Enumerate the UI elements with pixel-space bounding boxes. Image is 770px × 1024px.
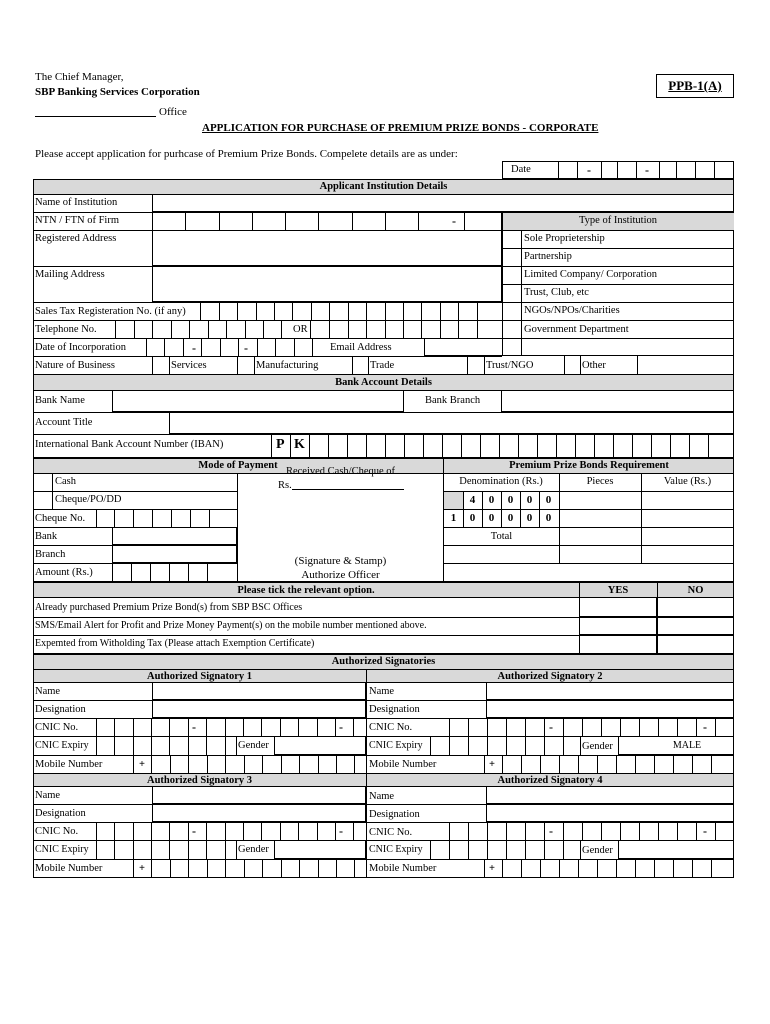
email-input[interactable] bbox=[424, 338, 734, 356]
denom-2-digit-3: 0 bbox=[488, 512, 495, 524]
signatory-4-cnic-expiry-label: CNIC Expiry bbox=[369, 844, 423, 855]
denom-2-digit-5: 0 bbox=[526, 512, 533, 524]
nature-option-manufacturing[interactable]: Manufacturing bbox=[256, 360, 319, 371]
type-option-limited[interactable]: Limited Company/ Corporation bbox=[524, 269, 657, 280]
telephone-label: Telephone No. bbox=[35, 324, 97, 335]
signatory-4-designation-input[interactable] bbox=[486, 804, 734, 822]
signatory-3-cnic-boxes[interactable] bbox=[96, 822, 366, 840]
form-code: PPB-1(A) bbox=[668, 78, 722, 93]
yes-checkbox-3[interactable] bbox=[579, 635, 657, 654]
date-dash-2: - bbox=[645, 163, 649, 177]
recipient-text: The Chief Manager, bbox=[35, 71, 124, 83]
yes-header: YES bbox=[607, 585, 629, 596]
payment-branch-label: Branch bbox=[35, 549, 66, 560]
signatory-1-name-input[interactable] bbox=[152, 682, 366, 700]
ntn-dash: - bbox=[452, 214, 456, 228]
signatory-2-mobile-label: Mobile Number bbox=[369, 759, 437, 770]
signatory-2-title: Authorized Signatory 2 bbox=[497, 671, 603, 682]
options-section-title: Please tick the relevant option. bbox=[237, 585, 375, 596]
signatory-1-designation-input[interactable] bbox=[152, 700, 366, 718]
value-header: Value (Rs.) bbox=[663, 476, 712, 487]
institution-name-label: Name of Institution bbox=[35, 197, 118, 208]
iban-prefix-p: P bbox=[276, 437, 285, 452]
bank-branch-input[interactable] bbox=[501, 390, 734, 412]
signatory-2-cnic-boxes[interactable] bbox=[449, 718, 734, 736]
signatory-1-title: Authorized Signatory 1 bbox=[147, 671, 252, 682]
organization-name: SBP Banking Services Corporation bbox=[35, 86, 200, 98]
payment-section-title: Mode of Payment bbox=[198, 460, 278, 471]
no-checkbox-1[interactable] bbox=[657, 597, 734, 617]
signatory-3-designation-input[interactable] bbox=[152, 804, 366, 822]
denom-1-digit-4: 0 bbox=[507, 494, 514, 506]
signatory-3-name-label: Name bbox=[35, 790, 61, 801]
signatory-2-name-input[interactable] bbox=[486, 682, 734, 700]
signatory-4-gender-input[interactable] bbox=[618, 840, 734, 859]
requirement-section-title: Premium Prize Bonds Requirement bbox=[509, 460, 669, 471]
mailing-address-label: Mailing Address bbox=[35, 269, 105, 280]
sales-tax-label: Sales Tax Registeration No. (if any) bbox=[35, 306, 186, 317]
incorporation-date-label: Date of Incorporation bbox=[35, 342, 126, 353]
signatory-1-mobile-label: Mobile Number bbox=[35, 759, 103, 770]
nature-option-other[interactable]: Other bbox=[582, 360, 606, 371]
no-checkbox-2[interactable] bbox=[657, 617, 734, 635]
signatory-2-plus: + bbox=[489, 759, 495, 770]
signatory-4-mobile-boxes[interactable] bbox=[484, 859, 734, 878]
date-dash-1: - bbox=[587, 163, 591, 177]
registered-address-input[interactable] bbox=[152, 230, 502, 266]
no-checkbox-3[interactable] bbox=[657, 635, 734, 654]
denom-2-digit-4: 0 bbox=[507, 512, 514, 524]
option-tax-exempt: Expemted from Witholding Tax (Please attach Exemption Certificate) bbox=[35, 638, 315, 649]
signatory-3-name-input[interactable] bbox=[152, 786, 366, 804]
type-option-ngo[interactable]: NGOs/NPOs/Charities bbox=[524, 305, 620, 316]
signatory-1-cnic-label: CNIC No. bbox=[35, 722, 79, 733]
bank-branch-label: Bank Branch bbox=[425, 395, 481, 406]
signatory-1-expiry-boxes[interactable] bbox=[96, 736, 236, 755]
signatory-3-title: Authorized Signatory 3 bbox=[147, 775, 252, 786]
signatory-4-title: Authorized Signatory 4 bbox=[497, 775, 603, 786]
total-label: Total bbox=[490, 531, 513, 542]
no-header: NO bbox=[687, 585, 704, 596]
signatory-2-gender-value: MALE bbox=[672, 740, 702, 751]
nature-option-services[interactable]: Services bbox=[171, 360, 207, 371]
applicant-section-title: Applicant Institution Details bbox=[319, 181, 448, 192]
signatory-4-gender-label: Gender bbox=[582, 845, 613, 856]
page-title: APPLICATION FOR PURCHASE OF PREMIUM PRIZE BONDS - CORPORATE bbox=[202, 122, 599, 134]
type-option-trust[interactable]: Trust, Club, etc bbox=[524, 287, 589, 298]
signatory-4-cnic-dash-2: - bbox=[703, 824, 707, 838]
type-option-government[interactable]: Government Department bbox=[524, 324, 629, 335]
signatory-1-cnic-dash-1: - bbox=[192, 720, 196, 734]
institution-type-title: Type of Institution bbox=[578, 215, 657, 226]
received-cash-text: Received Cash/Cheque of bbox=[285, 466, 396, 477]
signatory-2-designation-label: Designation bbox=[369, 704, 420, 715]
incorp-dash-1: - bbox=[192, 341, 196, 355]
signatory-1-cnic-boxes[interactable] bbox=[96, 718, 366, 736]
nature-option-trade[interactable]: Trade bbox=[370, 360, 395, 371]
signatory-1-cnic-dash-2: - bbox=[339, 720, 343, 734]
amount-label: Amount (Rs.) bbox=[35, 567, 93, 578]
authorize-officer-label: Authorize Officer bbox=[301, 569, 380, 581]
signatory-2-cnic-dash-1: - bbox=[549, 720, 553, 734]
date-label: Date bbox=[511, 164, 531, 175]
account-title-label: Account Title bbox=[35, 417, 93, 428]
signatory-2-mobile-boxes[interactable] bbox=[484, 755, 734, 773]
type-option-sole[interactable]: Sole Proprietership bbox=[524, 233, 605, 244]
signatory-3-cnic-expiry-label: CNIC Expiry bbox=[35, 844, 89, 855]
telephone-or-label: OR bbox=[293, 324, 308, 335]
signatory-4-cnic-label: CNIC No. bbox=[369, 827, 413, 838]
signatory-3-designation-label: Designation bbox=[35, 808, 86, 819]
denom-2-digit-2: 0 bbox=[469, 512, 476, 524]
signatory-2-designation-input[interactable] bbox=[486, 700, 734, 718]
yes-checkbox-2[interactable] bbox=[579, 617, 657, 635]
signatory-3-cnic-dash-2: - bbox=[339, 824, 343, 838]
signatory-2-cnic-dash-2: - bbox=[703, 720, 707, 734]
signatory-3-plus: + bbox=[139, 863, 145, 874]
signatory-3-mobile-boxes[interactable] bbox=[133, 859, 366, 878]
payment-cheque-po-dd[interactable]: Cheque/PO/DD bbox=[55, 494, 122, 505]
signatory-1-cnic-expiry-label: CNIC Expiry bbox=[35, 740, 89, 751]
denom-1-digit-1 bbox=[445, 492, 462, 509]
signatory-4-designation-label: Designation bbox=[369, 809, 420, 820]
signatory-3-cnic-label: CNIC No. bbox=[35, 826, 79, 837]
signatory-2-gender-label: Gender bbox=[582, 741, 613, 752]
bank-name-input[interactable] bbox=[112, 390, 404, 412]
institution-name-input[interactable] bbox=[152, 194, 734, 212]
signatory-4-cnic-boxes[interactable] bbox=[449, 822, 734, 840]
cheque-no-label: Cheque No. bbox=[35, 513, 86, 524]
signatory-2-name-label: Name bbox=[369, 686, 395, 697]
email-label: Email Address bbox=[330, 342, 392, 353]
type-option-partnership[interactable]: Partnership bbox=[524, 251, 572, 262]
bank-section-title: Bank Account Details bbox=[335, 377, 432, 388]
signatory-1-name-label: Name bbox=[35, 686, 61, 697]
signatory-2-expiry-boxes[interactable] bbox=[430, 736, 580, 755]
signatory-4-name-label: Name bbox=[369, 791, 395, 802]
denom-2-digit-1: 1 bbox=[450, 512, 457, 524]
signatories-section-title: Authorized Signatories bbox=[331, 656, 436, 667]
date-row bbox=[502, 161, 734, 179]
signatory-2-cnic-expiry-label: CNIC Expiry bbox=[369, 740, 423, 751]
yes-checkbox-1[interactable] bbox=[579, 597, 657, 617]
signatory-3-expiry-boxes[interactable] bbox=[96, 840, 236, 859]
mailing-address-input[interactable] bbox=[152, 266, 502, 302]
denom-2-digit-6: 0 bbox=[545, 512, 552, 524]
payment-cash[interactable]: Cash bbox=[55, 476, 76, 487]
signatory-4-cnic-dash-1: - bbox=[549, 824, 553, 838]
option-already-purchased: Already purchased Premium Prize Bond(s) from SBP BSC Offices bbox=[35, 602, 303, 613]
denom-1-digit-3: 0 bbox=[488, 494, 495, 506]
denom-1-digit-6: 0 bbox=[545, 494, 552, 506]
signatory-3-mobile-label: Mobile Number bbox=[35, 863, 103, 874]
payment-branch-input[interactable] bbox=[112, 545, 237, 563]
signatory-1-mobile-boxes[interactable] bbox=[133, 755, 366, 773]
signatory-1-plus: + bbox=[139, 759, 145, 770]
signatory-2-cnic-label: CNIC No. bbox=[369, 722, 413, 733]
option-sms-alert: SMS/Email Alert for Profit and Prize Money Payment(s) on the mobile number mentioned above. bbox=[35, 620, 427, 631]
denomination-header: Denomination (Rs.) bbox=[459, 476, 543, 487]
incorp-dash-2: - bbox=[244, 341, 248, 355]
bank-name-label: Bank Name bbox=[35, 395, 85, 406]
office-label: Office bbox=[159, 106, 187, 118]
intro-text: Please accept application for purhcase of Premium Prize Bonds. Compelete details are as under: bbox=[35, 148, 458, 160]
signatory-3-gender-input[interactable] bbox=[274, 840, 366, 859]
denom-1-digit-2: 4 bbox=[469, 494, 476, 506]
signatory-4-expiry-boxes[interactable] bbox=[430, 840, 580, 859]
denom-1-digit-5: 0 bbox=[526, 494, 533, 506]
iban-prefix-k: K bbox=[294, 437, 305, 452]
account-title-input[interactable] bbox=[169, 412, 734, 434]
signatory-4-mobile-label: Mobile Number bbox=[369, 863, 437, 874]
ntn-label: NTN / FTN of Firm bbox=[35, 215, 119, 226]
signatory-3-cnic-dash-1: - bbox=[192, 824, 196, 838]
signatory-1-gender-input[interactable] bbox=[274, 736, 366, 755]
signatory-1-designation-label: Designation bbox=[35, 704, 86, 715]
registered-address-label: Registered Address bbox=[35, 233, 117, 244]
iban-label: International Bank Account Number (IBAN) bbox=[35, 439, 224, 450]
nature-option-trust-ngo[interactable]: Trust/NGO bbox=[486, 360, 534, 371]
pieces-header: Pieces bbox=[586, 476, 614, 487]
office-blank-line[interactable] bbox=[35, 116, 156, 117]
signatory-3-gender-label: Gender bbox=[238, 844, 269, 855]
rs-label: Rs. bbox=[278, 480, 292, 491]
signatory-4-name-input[interactable] bbox=[486, 786, 734, 804]
signatory-4-plus: + bbox=[489, 863, 495, 874]
signature-stamp-label: (Signature & Stamp) bbox=[294, 555, 387, 567]
nature-of-business-label: Nature of Business bbox=[35, 360, 115, 371]
payment-bank-input[interactable] bbox=[112, 527, 237, 545]
signatory-1-gender-label: Gender bbox=[238, 740, 269, 751]
rs-amount-line[interactable] bbox=[292, 489, 404, 490]
payment-bank-label: Bank bbox=[35, 531, 58, 542]
